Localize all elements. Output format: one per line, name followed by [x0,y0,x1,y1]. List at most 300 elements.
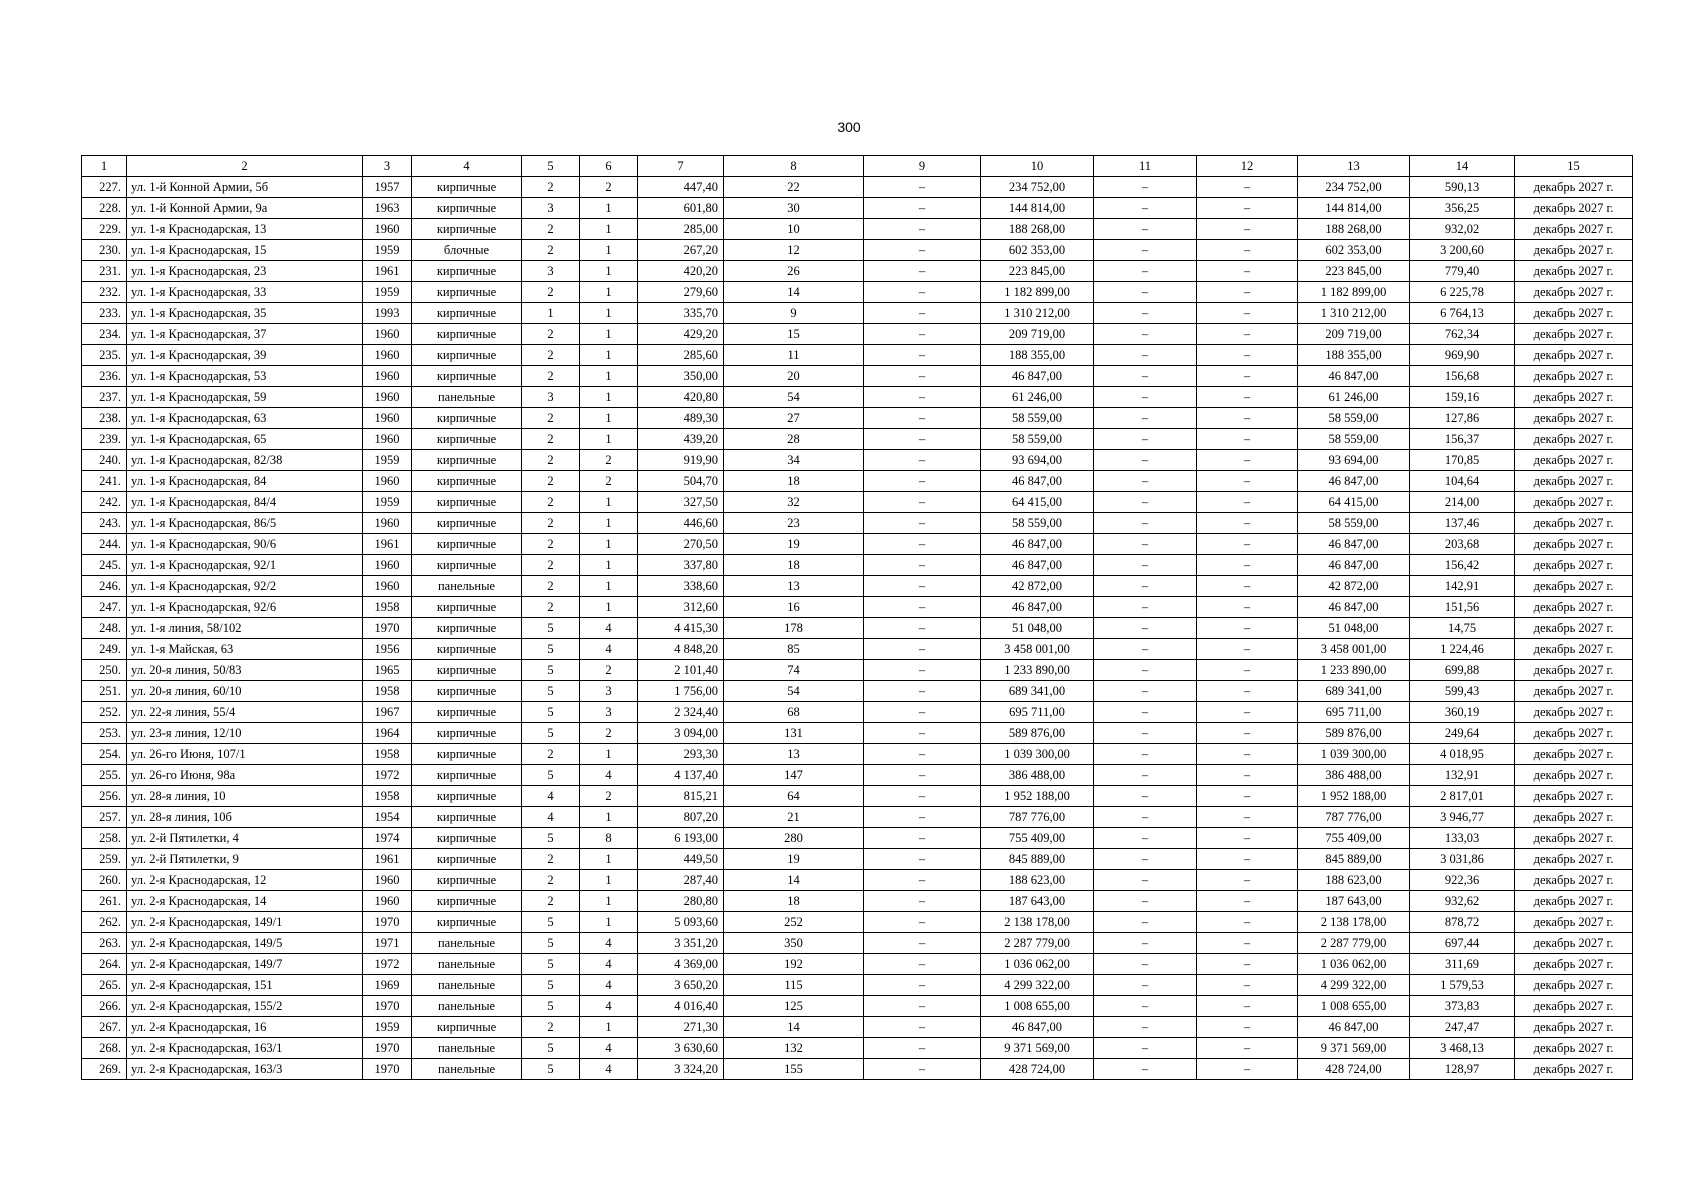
table-row [82,576,1633,597]
col-11-cell: – [1094,387,1197,408]
page-number: 300 [837,119,861,135]
col-9-cell: – [864,660,981,681]
entrances-cell: 1 [580,534,638,555]
col-9-cell: – [864,240,981,261]
wall-material-cell: кирпичные [412,828,522,849]
col-13-cell: 64 415,00 [1298,492,1410,513]
deadline-cell: декабрь 2027 г. [1515,345,1633,366]
floors-cell: 2 [522,492,580,513]
row-number-cell: 240. [82,450,127,471]
deadline-cell: декабрь 2027 г. [1515,681,1633,702]
col-12-cell: – [1197,891,1298,912]
residents-cell: 22 [724,177,864,198]
entrances-cell: 1 [580,1017,638,1038]
col-10-cell: 1 182 899,00 [981,282,1094,303]
col-14-cell: 214,00 [1410,492,1515,513]
row-number-cell: 248. [82,618,127,639]
floors-cell: 2 [522,1017,580,1038]
column-number-3: 3 [363,156,412,177]
col-10-cell: 689 341,00 [981,681,1094,702]
col-11-cell: – [1094,765,1197,786]
residents-cell: 19 [724,849,864,870]
entrances-cell: 4 [580,996,638,1017]
col-14-cell: 170,85 [1410,450,1515,471]
address-cell: ул. 28-я линия, 10 [127,786,363,807]
col-10-cell: 46 847,00 [981,597,1094,618]
floors-cell: 5 [522,975,580,996]
year-built-cell: 1959 [363,1017,412,1038]
area-cell: 3 094,00 [638,723,724,744]
col-13-cell: 1 952 188,00 [1298,786,1410,807]
deadline-cell: декабрь 2027 г. [1515,597,1633,618]
deadline-cell: декабрь 2027 г. [1515,702,1633,723]
year-built-cell: 1972 [363,765,412,786]
col-13-cell: 61 246,00 [1298,387,1410,408]
floors-cell: 5 [522,828,580,849]
address-cell: ул. 2-я Краснодарская, 163/1 [127,1038,363,1059]
col-10-cell: 3 458 001,00 [981,639,1094,660]
col-11-cell: – [1094,576,1197,597]
area-cell: 1 756,00 [638,681,724,702]
wall-material-cell: кирпичные [412,723,522,744]
area-cell: 919,90 [638,450,724,471]
address-cell: ул. 1-я Краснодарская, 15 [127,240,363,261]
col-9-cell: – [864,975,981,996]
residents-cell: 54 [724,681,864,702]
address-cell: ул. 2-я Краснодарская, 149/7 [127,954,363,975]
residents-cell: 14 [724,282,864,303]
col-14-cell: 156,37 [1410,429,1515,450]
area-cell: 3 630,60 [638,1038,724,1059]
area-cell: 280,80 [638,891,724,912]
col-14-cell: 373,83 [1410,996,1515,1017]
entrances-cell: 4 [580,618,638,639]
floors-cell: 2 [522,177,580,198]
col-14-cell: 6 225,78 [1410,282,1515,303]
col-13-cell: 58 559,00 [1298,513,1410,534]
column-number-9: 9 [864,156,981,177]
col-13-cell: 2 138 178,00 [1298,912,1410,933]
area-cell: 293,30 [638,744,724,765]
wall-material-cell: панельные [412,576,522,597]
col-13-cell: 58 559,00 [1298,429,1410,450]
col-14-cell: 3 200,60 [1410,240,1515,261]
col-11-cell: – [1094,1059,1197,1080]
row-number-cell: 232. [82,282,127,303]
residents-cell: 9 [724,303,864,324]
col-11-cell: – [1094,324,1197,345]
col-9-cell: – [864,303,981,324]
col-13-cell: 589 876,00 [1298,723,1410,744]
deadline-cell: декабрь 2027 г. [1515,954,1633,975]
col-9-cell: – [864,177,981,198]
row-number-cell: 229. [82,219,127,240]
address-cell: ул. 1-я Краснодарская, 37 [127,324,363,345]
table-row [82,639,1633,660]
area-cell: 338,60 [638,576,724,597]
address-cell: ул. 2-я Краснодарская, 151 [127,975,363,996]
col-10-cell: 1 008 655,00 [981,996,1094,1017]
deadline-cell: декабрь 2027 г. [1515,324,1633,345]
table-row [82,429,1633,450]
col-10-cell: 589 876,00 [981,723,1094,744]
row-number-cell: 246. [82,576,127,597]
row-number-cell: 235. [82,345,127,366]
floors-cell: 4 [522,786,580,807]
entrances-cell: 4 [580,933,638,954]
col-14-cell: 203,68 [1410,534,1515,555]
area-cell: 285,60 [638,345,724,366]
area-cell: 267,20 [638,240,724,261]
area-cell: 2 324,40 [638,702,724,723]
address-cell: ул. 1-я Краснодарская, 92/1 [127,555,363,576]
residents-cell: 64 [724,786,864,807]
col-14-cell: 932,62 [1410,891,1515,912]
area-cell: 420,20 [638,261,724,282]
table-header [82,156,1633,177]
wall-material-cell: кирпичные [412,324,522,345]
year-built-cell: 1961 [363,534,412,555]
wall-material-cell: кирпичные [412,891,522,912]
col-10-cell: 51 048,00 [981,618,1094,639]
col-13-cell: 1 233 890,00 [1298,660,1410,681]
col-11-cell: – [1094,996,1197,1017]
col-13-cell: 187 643,00 [1298,891,1410,912]
entrances-cell: 1 [580,429,638,450]
entrances-cell: 1 [580,849,638,870]
col-9-cell: – [864,576,981,597]
col-11-cell: – [1094,1017,1197,1038]
area-cell: 271,30 [638,1017,724,1038]
deadline-cell: декабрь 2027 г. [1515,912,1633,933]
col-11-cell: – [1094,450,1197,471]
col-10-cell: 9 371 569,00 [981,1038,1094,1059]
col-11-cell: – [1094,366,1197,387]
table-row [82,996,1633,1017]
table-row [82,450,1633,471]
col-14-cell: 142,91 [1410,576,1515,597]
entrances-cell: 1 [580,555,638,576]
residents-cell: 13 [724,576,864,597]
year-built-cell: 1969 [363,975,412,996]
table-row [82,660,1633,681]
table-row [82,849,1633,870]
floors-cell: 3 [522,387,580,408]
address-cell: ул. 2-я Краснодарская, 155/2 [127,996,363,1017]
col-10-cell: 2 138 178,00 [981,912,1094,933]
row-number-cell: 257. [82,807,127,828]
table-row [82,597,1633,618]
row-number-cell: 266. [82,996,127,1017]
deadline-cell: декабрь 2027 г. [1515,429,1633,450]
deadline-cell: декабрь 2027 г. [1515,870,1633,891]
col-12-cell: – [1197,429,1298,450]
wall-material-cell: панельные [412,387,522,408]
col-11-cell: – [1094,513,1197,534]
table-row [82,408,1633,429]
area-cell: 447,40 [638,177,724,198]
residents-cell: 74 [724,660,864,681]
deadline-cell: декабрь 2027 г. [1515,492,1633,513]
entrances-cell: 1 [580,576,638,597]
column-number-13: 13 [1298,156,1410,177]
col-12-cell: – [1197,366,1298,387]
table-row [82,534,1633,555]
col-10-cell: 188 355,00 [981,345,1094,366]
col-14-cell: 3 468,13 [1410,1038,1515,1059]
year-built-cell: 1960 [363,429,412,450]
table-row [82,303,1633,324]
address-cell: ул. 1-я Краснодарская, 13 [127,219,363,240]
deadline-cell: декабрь 2027 г. [1515,891,1633,912]
col-10-cell: 61 246,00 [981,387,1094,408]
col-12-cell: – [1197,534,1298,555]
col-9-cell: – [864,345,981,366]
floors-cell: 5 [522,639,580,660]
row-number-cell: 262. [82,912,127,933]
entrances-cell: 1 [580,219,638,240]
address-cell: ул. 26-го Июня, 98а [127,765,363,786]
row-number-cell: 243. [82,513,127,534]
col-13-cell: 46 847,00 [1298,555,1410,576]
address-cell: ул. 20-я линия, 50/83 [127,660,363,681]
year-built-cell: 1960 [363,387,412,408]
area-cell: 601,80 [638,198,724,219]
table-row [82,555,1633,576]
year-built-cell: 1993 [363,303,412,324]
area-cell: 270,50 [638,534,724,555]
year-built-cell: 1960 [363,324,412,345]
col-12-cell: – [1197,954,1298,975]
col-10-cell: 58 559,00 [981,408,1094,429]
entrances-cell: 1 [580,240,638,261]
col-9-cell: – [864,828,981,849]
col-9-cell: – [864,219,981,240]
col-11-cell: – [1094,345,1197,366]
row-number-cell: 255. [82,765,127,786]
residents-cell: 10 [724,219,864,240]
wall-material-cell: кирпичные [412,639,522,660]
col-14-cell: 159,16 [1410,387,1515,408]
col-13-cell: 386 488,00 [1298,765,1410,786]
col-10-cell: 787 776,00 [981,807,1094,828]
year-built-cell: 1967 [363,702,412,723]
area-cell: 449,50 [638,849,724,870]
row-number-cell: 242. [82,492,127,513]
entrances-cell: 1 [580,597,638,618]
entrances-cell: 2 [580,177,638,198]
row-number-cell: 252. [82,702,127,723]
floors-cell: 2 [522,849,580,870]
table-row [82,807,1633,828]
residents-cell: 20 [724,366,864,387]
col-14-cell: 969,90 [1410,345,1515,366]
col-13-cell: 42 872,00 [1298,576,1410,597]
table-row [82,240,1633,261]
col-13-cell: 602 353,00 [1298,240,1410,261]
col-9-cell: – [864,1059,981,1080]
wall-material-cell: кирпичные [412,366,522,387]
entrances-cell: 2 [580,450,638,471]
col-12-cell: – [1197,303,1298,324]
col-11-cell: – [1094,618,1197,639]
col-12-cell: – [1197,828,1298,849]
col-10-cell: 755 409,00 [981,828,1094,849]
wall-material-cell: кирпичные [412,597,522,618]
col-9-cell: – [864,870,981,891]
col-10-cell: 46 847,00 [981,366,1094,387]
col-10-cell: 695 711,00 [981,702,1094,723]
floors-cell: 2 [522,513,580,534]
wall-material-cell: кирпичные [412,219,522,240]
row-number-cell: 261. [82,891,127,912]
col-12-cell: – [1197,387,1298,408]
col-9-cell: – [864,408,981,429]
floors-cell: 2 [522,576,580,597]
area-cell: 285,00 [638,219,724,240]
col-10-cell: 1 310 212,00 [981,303,1094,324]
row-number-cell: 268. [82,1038,127,1059]
residents-cell: 23 [724,513,864,534]
address-cell: ул. 2-я Краснодарская, 149/1 [127,912,363,933]
residents-cell: 54 [724,387,864,408]
row-number-cell: 227. [82,177,127,198]
address-cell: ул. 1-я Краснодарская, 39 [127,345,363,366]
deadline-cell: декабрь 2027 г. [1515,177,1633,198]
col-9-cell: – [864,282,981,303]
deadline-cell: декабрь 2027 г. [1515,828,1633,849]
col-11-cell: – [1094,1038,1197,1059]
entrances-cell: 1 [580,387,638,408]
row-number-cell: 258. [82,828,127,849]
col-14-cell: 132,91 [1410,765,1515,786]
entrances-cell: 4 [580,765,638,786]
col-9-cell: – [864,681,981,702]
floors-cell: 2 [522,345,580,366]
col-11-cell: – [1094,198,1197,219]
floors-cell: 5 [522,702,580,723]
col-13-cell: 755 409,00 [1298,828,1410,849]
area-cell: 420,80 [638,387,724,408]
deadline-cell: декабрь 2027 г. [1515,261,1633,282]
row-number-cell: 267. [82,1017,127,1038]
year-built-cell: 1959 [363,450,412,471]
year-built-cell: 1960 [363,513,412,534]
table-row [82,870,1633,891]
col-10-cell: 187 643,00 [981,891,1094,912]
col-10-cell: 93 694,00 [981,450,1094,471]
table-row [82,933,1633,954]
area-cell: 4 848,20 [638,639,724,660]
col-12-cell: – [1197,324,1298,345]
col-14-cell: 2 817,01 [1410,786,1515,807]
entrances-cell: 1 [580,408,638,429]
year-built-cell: 1956 [363,639,412,660]
row-number-cell: 228. [82,198,127,219]
col-12-cell: – [1197,807,1298,828]
wall-material-cell: кирпичные [412,303,522,324]
col-12-cell: – [1197,177,1298,198]
year-built-cell: 1959 [363,492,412,513]
wall-material-cell: кирпичные [412,198,522,219]
address-cell: ул. 2-я Краснодарская, 12 [127,870,363,891]
col-12-cell: – [1197,219,1298,240]
floors-cell: 5 [522,618,580,639]
wall-material-cell: кирпичные [412,765,522,786]
col-10-cell: 58 559,00 [981,513,1094,534]
year-built-cell: 1960 [363,345,412,366]
floors-cell: 5 [522,765,580,786]
col-9-cell: – [864,534,981,555]
col-13-cell: 46 847,00 [1298,597,1410,618]
wall-material-cell: кирпичные [412,555,522,576]
col-13-cell: 1 008 655,00 [1298,996,1410,1017]
col-10-cell: 1 039 300,00 [981,744,1094,765]
col-14-cell: 590,13 [1410,177,1515,198]
col-14-cell: 3 031,86 [1410,849,1515,870]
col-12-cell: – [1197,492,1298,513]
col-9-cell: – [864,849,981,870]
year-built-cell: 1960 [363,408,412,429]
entrances-cell: 8 [580,828,638,849]
col-13-cell: 845 889,00 [1298,849,1410,870]
column-number-11: 11 [1094,156,1197,177]
col-9-cell: – [864,933,981,954]
area-cell: 446,60 [638,513,724,534]
residents-cell: 68 [724,702,864,723]
col-10-cell: 845 889,00 [981,849,1094,870]
col-13-cell: 46 847,00 [1298,534,1410,555]
entrances-cell: 4 [580,1038,638,1059]
area-cell: 335,70 [638,303,724,324]
col-10-cell: 188 268,00 [981,219,1094,240]
address-cell: ул. 1-я Краснодарская, 86/5 [127,513,363,534]
col-14-cell: 1 224,46 [1410,639,1515,660]
area-cell: 5 093,60 [638,912,724,933]
col-14-cell: 127,86 [1410,408,1515,429]
residents-cell: 85 [724,639,864,660]
col-11-cell: – [1094,912,1197,933]
wall-material-cell: кирпичные [412,471,522,492]
wall-material-cell: панельные [412,954,522,975]
col-9-cell: – [864,1017,981,1038]
deadline-cell: декабрь 2027 г. [1515,660,1633,681]
address-cell: ул. 2-й Пятилетки, 9 [127,849,363,870]
column-number-7: 7 [638,156,724,177]
column-number-4: 4 [412,156,522,177]
wall-material-cell: панельные [412,1038,522,1059]
area-cell: 4 137,40 [638,765,724,786]
column-number-2: 2 [127,156,363,177]
deadline-cell: декабрь 2027 г. [1515,786,1633,807]
residents-cell: 34 [724,450,864,471]
col-13-cell: 46 847,00 [1298,471,1410,492]
entrances-cell: 2 [580,660,638,681]
address-cell: ул. 26-го Июня, 107/1 [127,744,363,765]
col-10-cell: 209 719,00 [981,324,1094,345]
entrances-cell: 2 [580,471,638,492]
address-cell: ул. 1-я Краснодарская, 35 [127,303,363,324]
address-cell: ул. 1-я Краснодарская, 82/38 [127,450,363,471]
col-12-cell: – [1197,912,1298,933]
row-number-cell: 238. [82,408,127,429]
row-number-cell: 234. [82,324,127,345]
col-11-cell: – [1094,639,1197,660]
residents-cell: 15 [724,324,864,345]
wall-material-cell: кирпичные [412,513,522,534]
wall-material-cell: кирпичные [412,681,522,702]
entrances-cell: 4 [580,954,638,975]
